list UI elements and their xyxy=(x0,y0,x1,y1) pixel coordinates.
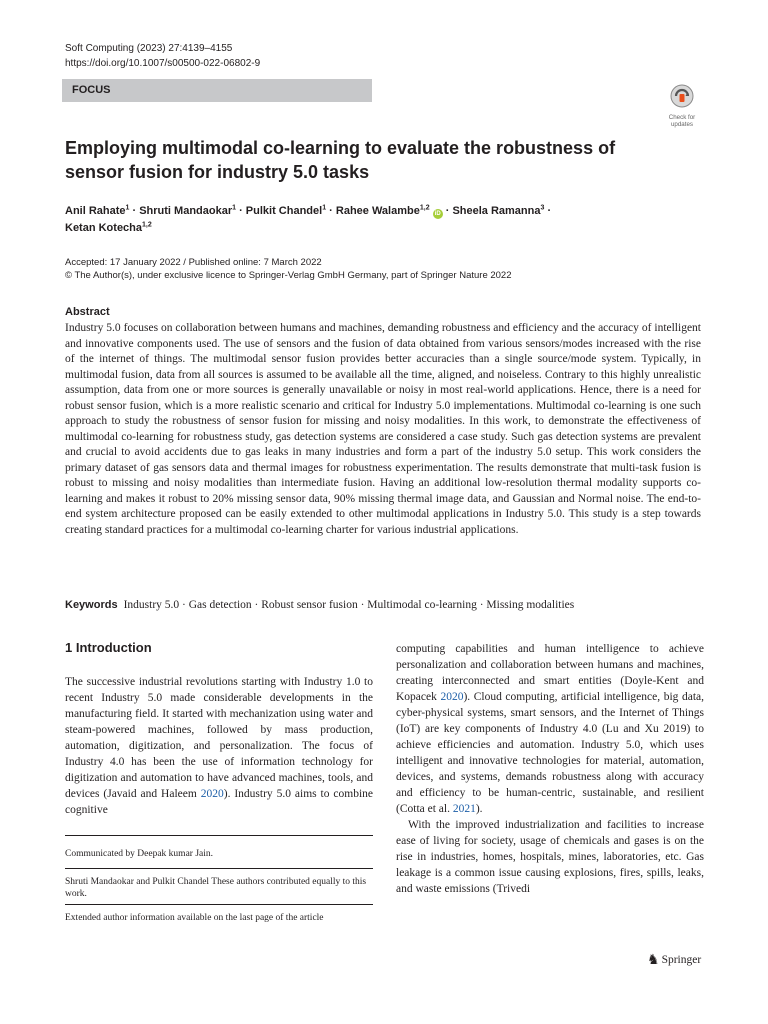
author-affiliation: 1,2 xyxy=(142,221,152,229)
paragraph xyxy=(65,674,373,818)
badge-line-2: updates xyxy=(670,121,694,128)
footnote-divider xyxy=(65,835,373,836)
abstract-text: Industry 5.0 focuses on collaboration between humans and machines, demanding robustness and efficiency and the accuracy of intelligent and innovative components used. The use of sensors and the fusion of data obtained from various sensors/modes increased with the rise of the internet of things. The multimodal sensor fusion provides better accuracies than a single source/mode system. Typically, in multimodal fusion, data from all sources is assumed to be available all the time, aligned, and noiseless. Contrary to this highly unrealistic assumption, data from one or more sources is generally unavailable or noisy in most real-world applications. Hence, there is a need for robust sensor fusion, which is a more realistic scenario and critical for Industry 5.0 implementations. Multimodal co-learning is one such approach to study the robustness of sensor fusion for missing and noisy modalities. In this work, to demonstrate the effectiveness of multimodal co-learning for robustness study, gas detection systems are considered a case study. Such gas detection systems are prevalent and crucial to avoid accidents due to gas leaks in many industries and form a part of the industry 5.0 setup. This work considers the primary dataset of gas sensors data and thermal images for robustness experimentation. The results demonstrate that multi-task fusion is robust to missing and noisy modalities than intermediate fusion. Having an additional low-resolution thermal modality supports co-learning and makes it robust to 20% missing sensor data, 90% missing thermal image data, and Gaussian and Normal noise. The end-to-end system architecture proposed can be easily extended to other multimodal applications in Industry 5.0. This study is a step towards creating standard practices for a multimodal co-learning charter for various industrial applications. xyxy=(65,322,701,536)
badge-line-1: Check for xyxy=(668,114,696,121)
paragraph-text: computing capabilities and human intelligence to achieve personalization and collaboration between humans and machines, creating interconnected and smart entities (Doyle-Kent and Kopacek xyxy=(396,643,704,703)
doi-link[interactable]: https://doi.org/10.1007/s00500-022-06802-9 xyxy=(65,58,261,69)
paragraph-text: ). Cloud computing, artificial intelligence, big data, cyber-physical systems, smart sensors, and the Internet of Things (IoT) are key components of Industry 4.0 (Lu and Xu 2019) to achieve efficiencies and automation. Industry 5.0, which uses intelligent and innovative technologies for material, automation, devices, and systems, demands robustness along with accuracy and efficiency to be human-centric, sustainable, and resilient (Cotta et al. xyxy=(396,691,704,815)
author-affiliation: 1,2 xyxy=(419,204,430,212)
section-heading-introduction: 1 Introduction xyxy=(65,640,152,655)
citation-link[interactable]: 2021 xyxy=(452,803,476,815)
journal-header xyxy=(65,41,260,71)
author-affiliation: 3 xyxy=(540,204,545,212)
citation-link[interactable]: 2020 xyxy=(440,691,464,703)
footnote-divider xyxy=(65,868,373,869)
citation-link[interactable]: 2020 xyxy=(200,788,224,800)
author-name[interactable]: Anil Rahate xyxy=(65,205,126,217)
author-list: Anil Rahate$^1$ · Shruti Mandaokar$^1$ · Pulkit Chandel$^1$ · Rahee Walambe$^{1,2}$ iD · Sheela Ramanna$^3$ · Ketan Kotecha$^{1,2}$ xyxy=(65,204,552,234)
check-for-updates-badge[interactable] xyxy=(662,84,702,128)
paragraph-text: The successive industrial revolutions starting with Industry 1.0 to recent Industry 5.0 made considerable developments in the manufacturing field. It started with mechanization using water and steam-powered machines, followed by mass production, automation, digitization, and personalization. The focus of Industry 4.0 has been the use of information technology for digitization and automation to have advanced machines, tools, and devices (Javaid and Haleem xyxy=(65,676,373,800)
body-column-right xyxy=(396,641,704,897)
accepted-published-line: Accepted: 17 January 2022 / Published online: 7 March 2022 xyxy=(65,257,322,268)
author-name[interactable]: Rahee Walambe xyxy=(335,205,420,217)
check-for-updates-icon xyxy=(670,84,694,108)
author-name[interactable]: Pulkit Chandel xyxy=(245,205,323,217)
journal-citation: Soft Computing (2023) 27:4139–4155 xyxy=(65,43,233,54)
section-banner: FOCUS xyxy=(62,79,372,102)
abstract-heading: Abstract xyxy=(65,306,110,318)
orcid-icon[interactable]: iD xyxy=(434,211,441,217)
author-name[interactable]: Shruti Mandaokar xyxy=(139,205,233,217)
paragraph: With the improved industrialization and facilities to increase ease of living for society, usage of chemicals and gases is on the rise in industries, homes, hospitals, mines, laboratories, etc. Gas leakage is a common issue causing explosions, fires, spills, leaks, and waste emissions (Trivedi xyxy=(396,819,704,895)
paragraph-text: ). Industry 5.0 aims to combine cognitive xyxy=(65,788,373,816)
paragraph-text: ). xyxy=(475,803,483,815)
copyright-line: © The Author(s), under exclusive licence to Springer-Verlag GmbH Germany, part of Springer Nature 2022 xyxy=(65,270,512,281)
keywords xyxy=(65,597,705,613)
author-affiliation: 1 xyxy=(322,204,327,212)
author-name[interactable]: Sheela Ramanna xyxy=(452,205,541,217)
author-affiliation: 1 xyxy=(232,204,237,212)
paragraph xyxy=(396,641,704,817)
publication-dates xyxy=(65,256,512,282)
footnote-extended-info: Extended author information available on the last page of the article xyxy=(65,913,324,923)
footnote-communicated: Communicated by Deepak kumar Jain. xyxy=(65,849,214,859)
publisher-mark xyxy=(647,952,701,969)
article-title: Employing multimodal co-learning to evaluate the robustness of sensor fusion for industry 5.0 tasks xyxy=(65,138,616,182)
publisher-name: Springer xyxy=(661,954,702,966)
body-column-left xyxy=(65,674,373,818)
springer-horse-icon: ♞ xyxy=(647,953,660,968)
keywords-list: Industry 5.0 · Gas detection · Robust sensor fusion · Multimodal co-learning · Missing modalities xyxy=(123,599,575,611)
author-affiliation: 1 xyxy=(125,204,130,212)
keywords-label: Keywords xyxy=(65,599,118,611)
footnote-equal-contribution: Shruti Mandaokar and Pulkit Chandel These authors contributed equally to this work. xyxy=(65,877,367,899)
footnote-divider xyxy=(65,904,373,905)
author-name[interactable]: Ketan Kotecha xyxy=(65,222,143,234)
